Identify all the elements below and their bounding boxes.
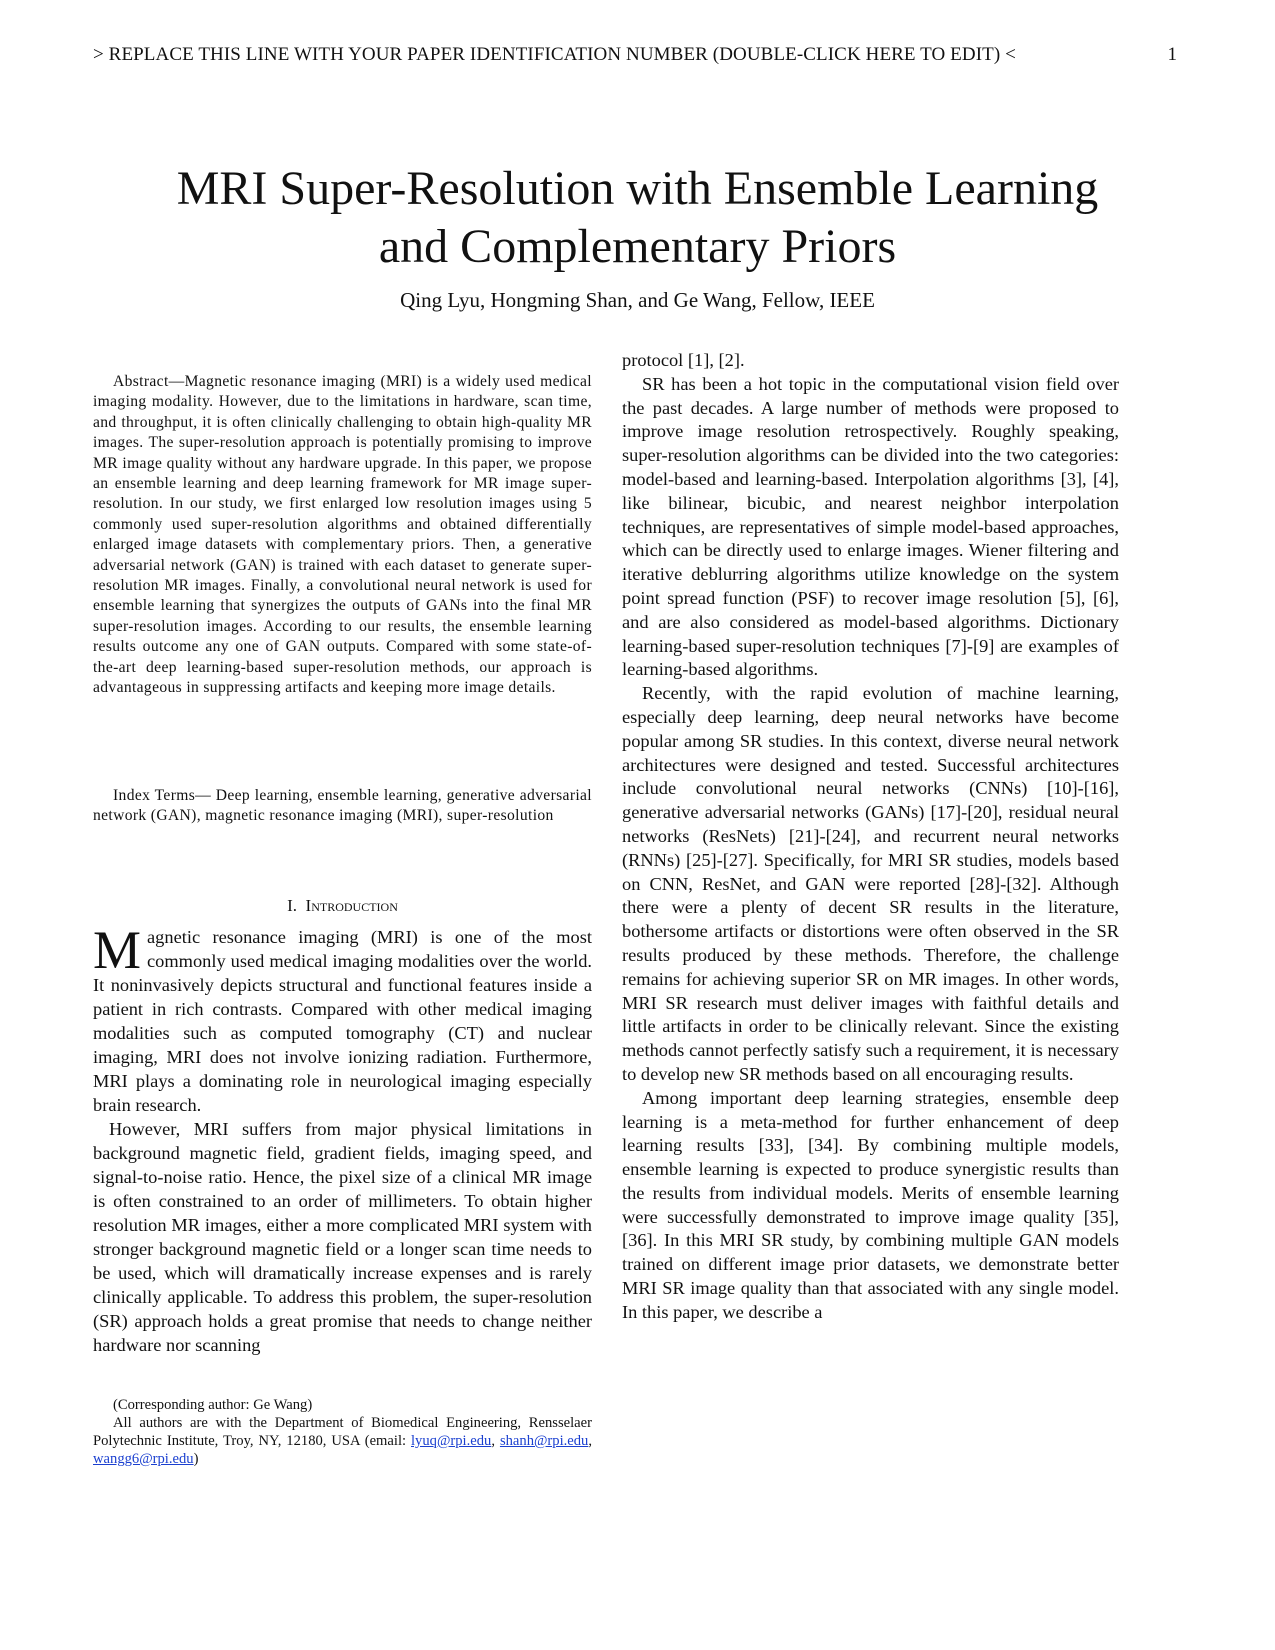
footnote-separator: , <box>588 1433 593 1449</box>
footnote-corresponding-author: (Corresponding author: Ge Wang) <box>113 1397 313 1413</box>
introduction-left-column <box>93 920 592 1357</box>
intro-paragraph-1 <box>93 920 592 1117</box>
right-paragraph-continuation: protocol [1], [2]. <box>622 350 745 370</box>
author-list: Qing Lyu, Hongming Shan, and Ge Wang, Fellow, IEEE <box>400 288 875 312</box>
footnote-affiliation <box>93 1414 592 1468</box>
email-link-lyuq[interactable]: lyuq@rpi.edu <box>411 1433 492 1449</box>
drop-cap-letter: M <box>93 920 142 980</box>
index-terms <box>93 786 592 827</box>
section-numeral: I. <box>287 896 298 915</box>
author-footnote <box>93 1396 592 1468</box>
paper-title <box>0 160 1275 276</box>
page-number: 1 <box>1167 44 1177 65</box>
email-link-wangg6[interactable]: wangg6@rpi.edu <box>93 1451 194 1467</box>
paper-title-line-1: MRI Super-Resolution with Ensemble Learning <box>176 162 1099 216</box>
right-paragraph-2: Recently, with the rapid evolution of machine learning, especially deep learning, deep neural networks have become popular among SR studies. In this context, diverse neural network architectures were designed and tested. Successful architectures include convolutional neural networks (CNNs) [10]-[16], generative adversarial networks (GANs) [17]-[20], residual neural networks (ResNets) [21]-[24], and recurrent neural networks (RNNs) [25]-[27]. Specifically, for MRI SR studies, models based on CNN, ResNet, and GAN were reported [28]-[32]. Although there were a plenty of decent SR results in the literature, bothersome artifacts or distortions were often observed in the SR results produced by these methods. Therefore, the challenge remains for achieving superior SR on MR images. In other words, MRI SR research must deliver images with faithful details and little artifacts in order to be clinically relevant. Since the existing methods cannot perfectly satisfy such a requirement, it is necessary to develop new SR methods based on all encouraging results. <box>622 683 1119 1084</box>
index-terms-text: Index Terms— Deep learning, ensemble learning, generative adversarial network (GAN), magnetic resonance imaging (MRI), super-resolution <box>93 787 592 825</box>
email-link-shanh[interactable]: shanh@rpi.edu <box>499 1433 589 1449</box>
intro-paragraph-1-text: agnetic resonance imaging (MRI) is one of the most commonly used medical imaging modalities over the world. It noninvasively depicts structural and functional features inside a patient in rich contrasts. Compared with other medical imaging modalities such as computed tomography (CT) and nuclear imaging, MRI does not involve ionizing radiation. Furthermore, MRI plays a dominating role in neurological imaging especially brain research. <box>93 927 592 1115</box>
right-paragraph-1: SR has been a hot topic in the computational vision field over the past decades. A large number of methods were proposed to improve image resolution retrospectively. Roughly speaking, super-resolution algorithms can be divided into the two categories: model-based and learning-based. Interpolation algorithms [3], [4], like bilinear, bicubic, and nearest neighbor interpolation techniques, are representatives of simple model-based approaches, which can be directly used to enlarge images. Wiener filtering and iterative deblurring algorithms utilize knowledge on the system point spread function (PSF) to recover image resolution [5], [6], and are also considered as model-based algorithms. Dictionary learning-based super-resolution techniques [7]-[9] are examples of learning-based algorithms. <box>622 373 1119 680</box>
intro-paragraph-2: However, MRI suffers from major physical limitations in background magnetic field, gradient fields, imaging speed, and signal-to-noise ratio. Hence, the pixel size of a clinical MR image is often constrained to an order of millimeters. To obtain higher resolution MR images, either a more complicated MRI system with stronger background magnetic field or a longer scan time needs to be used, which will dramatically increase expenses and is rarely clinically applicable. To address this problem, the super-resolution (SR) approach holds a great promise that needs to change neither hardware nor scanning <box>93 1119 592 1355</box>
section-title: Introduction <box>305 896 398 915</box>
footnote-close-paren: ) <box>193 1451 199 1467</box>
abstract <box>93 372 592 699</box>
footnote-affiliation-text: All authors are with the Department of Biomedical Engineering, Rensselaer Polytechnic Institute, Troy, NY, 12180, USA (email: <box>93 1415 592 1449</box>
paper-title-line-2: and Complementary Priors <box>378 220 897 274</box>
abstract-text: Abstract—Magnetic resonance imaging (MRI) is a widely used medical imaging modality. However, due to the limitations in hardware, scan time, and throughput, it is often clinically challenging to obtain high-quality MR images. The super-resolution approach is potentially promising to improve MR image quality without any hardware upgrade. In this paper, we propose an ensemble learning and deep learning framework for MR image super-resolution. In our study, we first enlarged low resolution images using 5 commonly used super-resolution algorithms and obtained differentially enlarged image datasets with complementary priors. Then, a generative adversarial network (GAN) is trained with each dataset to generate super-resolution MR images. Finally, a convolutional neural network is used for ensemble learning that synergizes the outputs of GANs into the final MR super-resolution images. According to our results, the ensemble learning results outcome any one of GAN outputs. Compared with some state-of-the-art deep learning-based super-resolution methods, our approach is advantageous in suppressing artifacts and keeping more image details. <box>93 373 592 697</box>
right-paragraph-3: Among important deep learning strategies, ensemble deep learning is a meta-method for further enhancement of deep learning results [33], [34]. By combining multiple models, ensemble learning is expected to produce synergistic results than the results from individual models. Merits of ensemble learning were successfully demonstrated to improve image quality [35], [36]. In this MRI SR study, by combining multiple GAN models trained on different image prior datasets, we demonstrate better MRI SR image quality than that associated with any single model. In this paper, we describe a <box>622 1087 1119 1322</box>
footnote-separator: , <box>491 1433 500 1449</box>
introduction-right-column <box>622 349 1119 1325</box>
section-heading-introduction <box>93 896 592 916</box>
running-head: > REPLACE THIS LINE WITH YOUR PAPER IDENTIFICATION NUMBER (DOUBLE-CLICK HERE TO EDIT) < <box>93 44 1016 65</box>
